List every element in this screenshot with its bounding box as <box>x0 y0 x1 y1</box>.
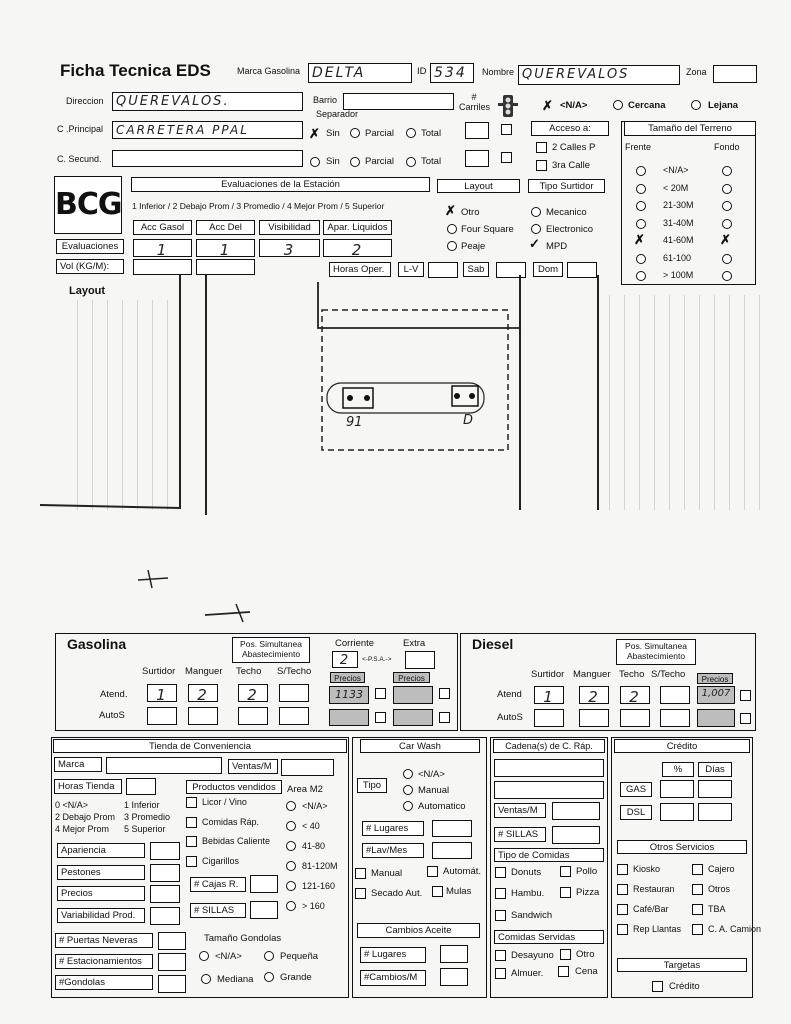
na-option[interactable]: <N/A> <box>560 100 588 111</box>
direccion-field[interactable]: QUEREVALOS. <box>112 92 303 111</box>
serv-desayuno: Desayuno <box>511 950 554 961</box>
servicio-label: Kiosko <box>633 864 661 874</box>
tipo-pollo: Pollo <box>576 866 598 877</box>
gond-mediana: Mediana <box>217 974 254 985</box>
area-label: 41-80 <box>302 841 326 851</box>
carriles2-field[interactable] <box>465 150 489 167</box>
terreno-frente-radio[interactable] <box>636 201 646 211</box>
fondo-label: Fondo <box>714 142 740 152</box>
servicio-label: Otros <box>708 884 731 894</box>
servicio-label: Rep Llantas <box>633 924 682 934</box>
gond-pequena: Pequeña <box>280 951 319 962</box>
tienda-sillas-label: # SILLAS <box>190 903 246 918</box>
cw-mulas-checkbox[interactable] <box>432 886 443 897</box>
servicio-label: C. A. Camion <box>708 924 762 934</box>
credito-dsl-label: DSL <box>620 805 652 820</box>
gond-pequena-radio[interactable] <box>264 951 274 961</box>
dsl-autos-surtidor[interactable] <box>534 709 564 727</box>
tienda-marca-field[interactable] <box>106 757 222 774</box>
tipo-hambu: Hambu. <box>511 888 545 899</box>
parcial2-label: Parcial <box>365 156 395 167</box>
neveras-label: # Puertas Neveras <box>55 933 153 948</box>
hambu-checkbox[interactable] <box>495 888 506 899</box>
psa-label: <-P.S.A.-> <box>362 656 392 663</box>
gas-autos-checkbox-2[interactable] <box>439 712 450 723</box>
carriles2-checkbox[interactable] <box>501 152 512 163</box>
horas-oper-label: Horas Oper. <box>329 262 391 277</box>
terreno-frente-radio[interactable] <box>636 219 646 229</box>
vol-label: Vol (KG/M): <box>56 259 124 274</box>
dsl-autos-techo[interactable] <box>620 709 650 727</box>
check-mark-icon: ✗ <box>445 203 456 218</box>
csecund-field[interactable] <box>112 150 303 167</box>
cw-na: <N/A> <box>418 769 445 780</box>
marca-gasolina-label: Marca Gasolina <box>237 66 301 76</box>
layout-sketch-label: Layout <box>69 285 106 297</box>
cw-manual-checkbox[interactable] <box>355 868 366 879</box>
traffic-light-icon <box>498 94 518 118</box>
cena-checkbox[interactable] <box>558 966 569 977</box>
pump-label-d: D <box>463 413 474 428</box>
dsl-col-techo: Techo <box>619 669 645 680</box>
layout-otro[interactable]: Otro <box>461 207 480 218</box>
carriles-label: # Carriles <box>459 92 491 112</box>
terreno-option[interactable]: 21-30M <box>663 200 694 210</box>
extra-field[interactable] <box>405 651 435 669</box>
servicio-checkbox[interactable] <box>617 864 628 875</box>
dsl-precio[interactable]: 1,007 <box>697 686 735 704</box>
col-apar-liquidos: Apar. Liquidos <box>323 220 392 235</box>
terreno-option[interactable]: 41-60M <box>663 235 694 245</box>
credito-option: Crédito <box>669 981 700 992</box>
layout-sketch <box>0 270 791 640</box>
tienda-horas-label: Horas Tienda <box>54 779 122 794</box>
servicio-label: Café/Bar <box>633 904 669 914</box>
surtidor-electronico: Electronico <box>546 224 593 235</box>
terreno-fondo-radio[interactable] <box>722 254 732 264</box>
cadena-sillas-field[interactable] <box>552 826 600 844</box>
tam-gondolas-label: Tamaño Gondolas <box>204 933 282 944</box>
credito-pct-label: % <box>662 762 694 777</box>
check-mark-icon: ✗ <box>542 98 553 113</box>
servicio-checkbox[interactable] <box>617 924 628 935</box>
zona-field[interactable] <box>713 65 757 83</box>
gondolas-label: #Gondolas <box>55 975 153 990</box>
comidas-servidas-label: Comidas Servidas <box>494 930 604 944</box>
parcial2-radio[interactable] <box>350 157 360 167</box>
gas-col-surtidor: Surtidor <box>142 666 176 677</box>
tipo-pizza: Pizza <box>576 887 600 898</box>
surtidor-mpd[interactable]: MPD <box>546 241 568 252</box>
sab-label: Sab <box>463 262 489 277</box>
cadena-field-2[interactable] <box>494 781 604 799</box>
credito-dias-label: Días <box>698 762 732 777</box>
servicio-checkbox[interactable] <box>692 884 703 895</box>
area-radio[interactable] <box>286 821 296 831</box>
check-mark-icon: ✗ <box>720 232 731 247</box>
electronico-radio[interactable] <box>531 224 541 234</box>
tienda-title: Tienda de Conveniencia <box>53 739 347 753</box>
frente-label: Frente <box>625 142 652 152</box>
area-radio[interactable] <box>286 801 296 811</box>
credito-title: Crédito <box>614 739 750 753</box>
servicio-label: Restauran <box>633 884 675 894</box>
layout-peaje: Peaje <box>461 241 486 252</box>
area-radio[interactable] <box>286 901 296 911</box>
gas-precio-extra[interactable] <box>393 686 433 704</box>
eval-scale: 1 Inferior / 2 Debajo Prom / 3 Promedio / 4 Mejor Prom / 5 Superior <box>132 201 385 211</box>
area-label: > 160 <box>302 901 325 911</box>
gas-atend-surtidor[interactable]: 1 <box>147 684 177 702</box>
parcial-label: Parcial <box>365 128 395 139</box>
cajas-field[interactable] <box>250 875 278 893</box>
rating-label: Pestones <box>57 865 145 880</box>
area-label: 81-120M <box>302 861 338 871</box>
gas-autos-precio-2[interactable] <box>393 709 433 726</box>
diesel-title: Diesel <box>472 636 514 652</box>
gas-precio-checkbox-1[interactable] <box>375 688 386 699</box>
area-label: < 40 <box>302 821 320 831</box>
producto-checkbox[interactable] <box>186 856 197 867</box>
cadena-ventas-label: Ventas/M <box>494 803 546 818</box>
dsl-autos-stecho[interactable] <box>660 709 690 727</box>
extra-label: Extra <box>403 638 426 649</box>
carwash-tipo-label: Tipo <box>357 778 387 793</box>
credito-gas-pct[interactable] <box>660 780 694 798</box>
cw-lugares-label: # Lugares <box>362 821 424 836</box>
credito-dsl-pct[interactable] <box>660 803 694 821</box>
dsl-col-surtidor: Surtidor <box>531 669 565 680</box>
rating-field[interactable] <box>150 907 180 925</box>
gas-precio-corriente[interactable]: 1133 <box>329 686 369 704</box>
rating-field[interactable] <box>150 864 180 882</box>
calle3-checkbox[interactable] <box>536 160 547 171</box>
total2-label: Total <box>421 156 442 167</box>
gas-autos-precio-1[interactable] <box>329 709 369 726</box>
servicio-label: TBA <box>708 904 726 914</box>
layout-type-title: Layout <box>437 179 520 193</box>
tienda-marca-label: Marca <box>54 757 102 772</box>
sandwich-checkbox[interactable] <box>495 910 506 921</box>
area-label: <N/A> <box>302 801 328 811</box>
cw-manual-opt: Manual <box>371 868 403 879</box>
terreno-title: Tamaño del Terreno <box>624 121 756 136</box>
terreno-fondo-radio[interactable] <box>722 219 732 229</box>
dsl-atend-stecho[interactable] <box>660 686 690 704</box>
gas-autos-surtidor[interactable] <box>147 707 177 725</box>
col-visibilidad: Visibilidad <box>259 220 320 235</box>
servicio-checkbox[interactable] <box>692 864 703 875</box>
eval-apar-liquidos[interactable]: 2 <box>323 239 392 257</box>
gas-precio-checkbox-2[interactable] <box>439 688 450 699</box>
parcial-radio[interactable] <box>350 128 360 138</box>
cw-automatico: Automatico <box>418 801 466 812</box>
sin2-label: Sin <box>326 156 340 167</box>
rating-field[interactable] <box>150 842 180 860</box>
credito-gas-label: GAS <box>620 782 652 797</box>
eval-visibilidad[interactable]: 3 <box>259 239 320 257</box>
producto-label: Licor / Vino <box>202 797 247 807</box>
scale-5: 5 Superior <box>124 824 166 834</box>
total-radio[interactable] <box>406 128 416 138</box>
nombre-label: Nombre <box>482 67 515 77</box>
barrio-field[interactable] <box>343 93 454 110</box>
gondolas-field[interactable] <box>158 975 186 993</box>
scale-3: 3 Promedio <box>124 812 171 822</box>
corriente-label: Corriente <box>335 638 375 649</box>
gond-grande: Grande <box>280 972 312 983</box>
gond-na: <N/A> <box>215 951 242 962</box>
calles2-label: 2 Calles P <box>552 142 596 153</box>
cw-lav-label: #Lav/Mes <box>362 843 424 858</box>
peaje-radio[interactable] <box>447 241 457 251</box>
almuer-checkbox[interactable] <box>495 968 506 979</box>
cambios-cambios-field[interactable] <box>440 968 468 986</box>
bcg-logo: BCG <box>54 176 122 234</box>
col-acc-gasol: Acc Gasol <box>133 220 192 235</box>
cw-lav-field[interactable] <box>432 842 472 859</box>
cambios-title: Cambios Aceite <box>357 923 480 938</box>
servicio-label: Cajero <box>708 864 735 874</box>
area-label: 121-160 <box>302 881 336 891</box>
gas-autos-checkbox-1[interactable] <box>375 712 386 723</box>
check-mark-icon: ✗ <box>309 126 320 141</box>
otro-checkbox[interactable] <box>560 949 571 960</box>
carriles-checkbox[interactable] <box>501 124 512 135</box>
gond-na-radio[interactable] <box>199 951 209 961</box>
calles2-checkbox[interactable] <box>536 142 547 153</box>
producto-label: Bebidas Caliente <box>202 836 271 846</box>
dsl-atend-techo[interactable]: 2 <box>620 686 650 704</box>
rating-label: Precios <box>57 886 145 901</box>
eval-acc-del[interactable]: 1 <box>196 239 255 257</box>
tipo-comidas-label: Tipo de Comidas <box>494 848 604 862</box>
targetas-title: Targetas <box>617 958 747 972</box>
lejana-radio[interactable] <box>691 100 701 110</box>
servicio-checkbox[interactable] <box>617 884 628 895</box>
surtidor-type-title: Tipo Surtidor <box>528 179 605 193</box>
gas-precios-label-1: Precios <box>330 672 365 683</box>
cw-mulas-opt: Mulas <box>446 886 472 897</box>
producto-label: Cigarillos <box>202 855 240 866</box>
direccion-label: Direccion <box>66 96 104 106</box>
terreno-fondo-radio[interactable] <box>722 201 732 211</box>
dsl-atend-label: Atend <box>497 689 522 700</box>
desayuno-checkbox[interactable] <box>495 950 506 961</box>
gas-autos-manguer[interactable] <box>188 707 218 725</box>
cw-automat-checkbox[interactable] <box>427 866 438 877</box>
gas-col-techo: Techo <box>236 666 262 677</box>
gas-pos-sim: Pos. Simultanea Abastecimiento <box>232 637 310 663</box>
cercana-radio[interactable] <box>613 100 623 110</box>
dsl-precio-checkbox[interactable] <box>740 690 751 701</box>
serv-almuer: Almuer. <box>511 968 544 979</box>
dsl-autos-checkbox[interactable] <box>740 713 751 724</box>
dsl-autos-label: AutoS <box>497 712 523 723</box>
scale-4: 4 Mejor Prom <box>55 824 110 834</box>
gas-atend-techo[interactable]: 2 <box>238 684 268 702</box>
check-mark-icon: ✗ <box>634 232 645 247</box>
donuts-checkbox[interactable] <box>495 867 506 878</box>
lejana-label: Lejana <box>708 100 739 111</box>
serv-cena: Cena <box>575 966 598 977</box>
cw-automat-opt: Automát. <box>443 866 482 877</box>
cw-secado-opt: Secado Aut. <box>371 888 423 899</box>
gas-atend-label: Atend. <box>100 689 128 700</box>
col-acc-del: Acc Del <box>196 220 255 235</box>
pump-label-91: 91 <box>346 415 363 430</box>
gond-mediana-radio[interactable] <box>201 974 211 984</box>
total-label: Total <box>421 128 442 139</box>
credito-gas-dias[interactable] <box>698 780 732 798</box>
terreno-option[interactable]: <N/A> <box>663 165 689 175</box>
calle3-label: 3ra Calle <box>552 160 591 171</box>
terreno-option[interactable]: 61-100 <box>663 252 692 263</box>
credito-checkbox[interactable] <box>652 981 663 992</box>
sin-label: Sin <box>326 128 340 139</box>
zona-label: Zona <box>686 67 707 77</box>
dsl-atend-surtidor[interactable]: 1 <box>534 686 564 704</box>
cprincipal-field[interactable]: CARRETERA PPAL <box>112 121 303 139</box>
tienda-horas-field[interactable] <box>126 778 156 795</box>
corriente-field[interactable]: 2 <box>332 651 358 668</box>
dsl-col-stecho: S/Techo <box>651 669 686 680</box>
area-radio[interactable] <box>286 861 296 871</box>
cw-secado-checkbox[interactable] <box>355 888 366 899</box>
carriles-field[interactable] <box>465 122 489 139</box>
check-mark-icon: ✓ <box>529 236 540 251</box>
servicio-checkbox[interactable] <box>692 924 703 935</box>
cw-automatico-radio[interactable] <box>403 801 413 811</box>
cw-lugares-field[interactable] <box>432 820 472 837</box>
gas-atend-stecho[interactable] <box>279 684 309 702</box>
sin2-radio[interactable] <box>310 157 320 167</box>
tipo-donuts: Donuts <box>511 867 542 878</box>
lv-label: L-V <box>398 262 424 277</box>
servicio-checkbox[interactable] <box>617 904 628 915</box>
gond-grande-radio[interactable] <box>264 972 274 982</box>
dsl-atend-manguer[interactable]: 2 <box>579 686 609 704</box>
dsl-precios-label: Precios <box>697 673 733 684</box>
terreno-fondo-radio[interactable] <box>722 166 732 176</box>
terreno-option[interactable]: > 100M <box>663 270 694 280</box>
producto-label: Comidas Ráp. <box>202 816 260 827</box>
barrio-label: Barrio <box>313 95 338 105</box>
neveras-field[interactable] <box>158 932 186 950</box>
acceso-label: Acceso a: <box>531 121 609 136</box>
gas-col-stecho: S/Techo <box>277 666 312 677</box>
cambios-lugares-field[interactable] <box>440 945 468 963</box>
scale-1: 1 Inferior <box>124 800 160 810</box>
separador-label: Separador <box>316 109 359 119</box>
tipo-sandwich: Sandwich <box>511 910 553 921</box>
cadena-title: Cadena(s) de C. Ráp. <box>493 739 605 753</box>
cadena-sillas-label: # SILLAS <box>494 827 546 842</box>
gas-col-manguer: Manguer <box>185 666 223 677</box>
surtidor-mecanico: Mecanico <box>546 207 587 218</box>
dom-label: Dom <box>533 262 563 277</box>
cw-na-radio[interactable] <box>403 769 413 779</box>
gas-autos-techo[interactable] <box>238 707 268 725</box>
cercana-label: Cercana <box>628 100 666 111</box>
scale-2: 2 Debajo Prom <box>55 812 116 822</box>
layout-four-square: Four Square <box>461 224 514 235</box>
gas-precios-label-2: Precios <box>393 672 430 683</box>
otros-servicios-title: Otros Servicios <box>617 840 747 854</box>
diesel-pos-sim: Pos. Simultanea Abastecimiento <box>616 639 696 665</box>
servicio-checkbox[interactable] <box>692 904 703 915</box>
producto-checkbox[interactable] <box>186 797 197 808</box>
evaluaciones-label: Evaluaciones <box>56 239 124 254</box>
id-field[interactable]: 534 <box>430 63 474 83</box>
rating-label: Variabilidad Prod. <box>57 908 145 923</box>
pizza-checkbox[interactable] <box>560 887 571 898</box>
nombre-field[interactable]: QUEREVALOS <box>518 65 680 85</box>
productos-label: Productos vendidos <box>186 780 282 794</box>
eval-title: Evaluaciones de la Estación <box>131 177 430 192</box>
estacionamientos-field[interactable] <box>158 953 186 971</box>
dsl-autos-manguer[interactable] <box>579 709 609 727</box>
carwash-title: Car Wash <box>360 739 480 753</box>
cw-manual-radio[interactable] <box>403 785 413 795</box>
cambios-cambios-label: #Cambios/M <box>360 970 426 986</box>
eval-acc-gasol[interactable]: 1 <box>133 239 192 257</box>
tienda-sillas-field[interactable] <box>250 901 278 919</box>
csecund-label: C. Secund. <box>57 154 102 164</box>
total2-radio[interactable] <box>406 157 416 167</box>
cadena-field-1[interactable] <box>494 759 604 777</box>
terreno-option[interactable]: 31-40M <box>663 217 694 228</box>
estacionamientos-label: # Estacionamientos <box>55 954 153 969</box>
pollo-checkbox[interactable] <box>560 866 571 877</box>
tienda-ventas-label: Ventas/M <box>228 759 278 774</box>
cprincipal-label: C .Principal <box>57 124 104 134</box>
four-square-radio[interactable] <box>447 224 457 234</box>
area-radio[interactable] <box>286 881 296 891</box>
credito-dsl-dias[interactable] <box>698 803 732 821</box>
producto-checkbox[interactable] <box>186 836 197 847</box>
terreno-frente-radio[interactable] <box>636 166 646 176</box>
gas-autos-stecho[interactable] <box>279 707 309 725</box>
dsl-autos-precio[interactable] <box>697 709 735 727</box>
rating-label: Apariencia <box>57 843 145 858</box>
area-radio[interactable] <box>286 841 296 851</box>
terreno-option[interactable]: < 20M <box>663 182 689 193</box>
gasolina-title: Gasolina <box>67 636 127 652</box>
cambios-lugares-label: # Lugares <box>360 947 426 963</box>
tienda-ventas-field[interactable] <box>281 759 334 776</box>
cadena-ventas-field[interactable] <box>552 802 600 820</box>
page-title: Ficha Tecnica EDS <box>60 61 211 80</box>
marca-gasolina-field[interactable]: DELTA <box>308 63 412 83</box>
terreno-fondo-radio[interactable] <box>722 184 732 194</box>
gas-autos-label: AutoS <box>99 710 125 721</box>
producto-checkbox[interactable] <box>186 817 197 828</box>
scale-0: 0 <N/A> <box>55 800 89 810</box>
gas-atend-manguer[interactable]: 2 <box>188 684 218 702</box>
cw-manual: Manual <box>418 785 450 796</box>
serv-otro: Otro <box>576 949 595 960</box>
terreno-frente-radio[interactable] <box>636 184 646 194</box>
area-label: Area M2 <box>287 784 323 795</box>
cajas-label: # Cajas R. <box>190 877 246 892</box>
id-label: ID <box>417 66 427 77</box>
terreno-frente-radio[interactable] <box>636 254 646 264</box>
dsl-col-manguer: Manguer <box>573 669 611 680</box>
rating-field[interactable] <box>150 885 180 903</box>
mecanico-radio[interactable] <box>531 207 541 217</box>
